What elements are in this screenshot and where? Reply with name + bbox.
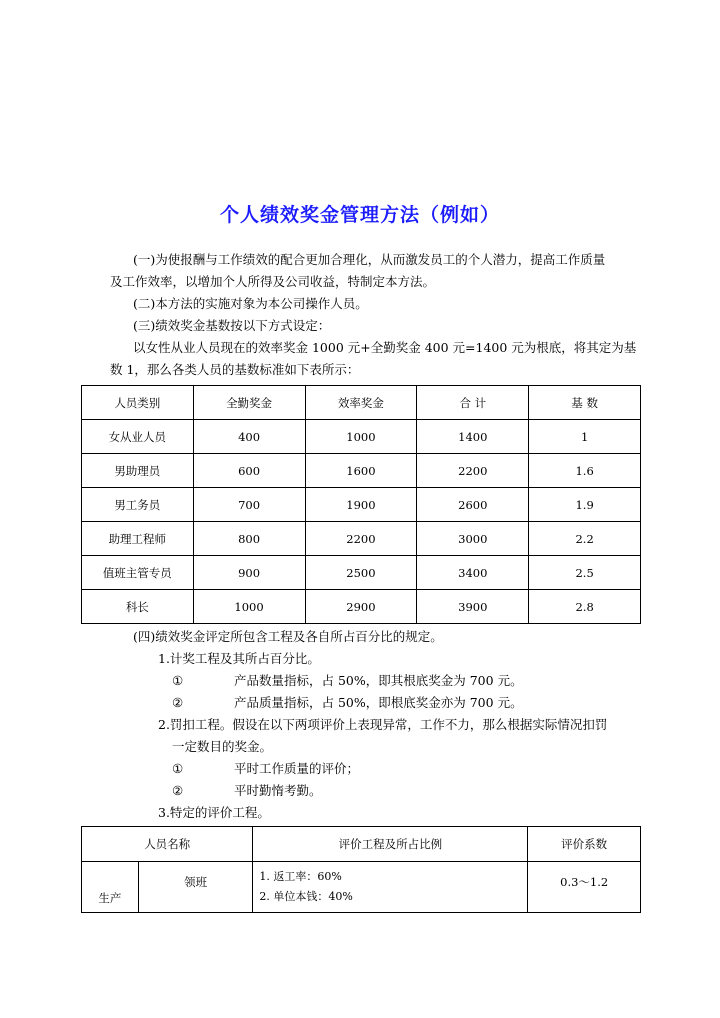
table-cell: 800 — [193, 522, 305, 556]
evaluation-table — [81, 826, 641, 913]
table-row — [82, 590, 641, 624]
table-row — [82, 420, 641, 454]
header-cell: 效率奖金 — [305, 386, 417, 420]
table-row — [82, 454, 641, 488]
header-cell: 基 数 — [529, 386, 641, 420]
coefficient-cell: 0.3～1.2 — [528, 862, 641, 913]
table-cell: 2900 — [305, 590, 417, 624]
role-cell: 领班 — [138, 862, 253, 913]
table-cell: 3400 — [417, 556, 529, 590]
table-cell: 1 — [529, 420, 641, 454]
circled-one-marker: ① — [172, 673, 184, 688]
item-1-a-text: 产品数量指标，占 50%，即其根底奖金为 700 元。 — [234, 673, 523, 688]
table-cell: 助理工程师 — [82, 522, 194, 556]
items-cell — [253, 862, 528, 913]
item-2-a-text: 平时工作质量的评价； — [234, 761, 360, 776]
table-cell: 女从业人员 — [82, 420, 194, 454]
table-cell: 1000 — [193, 590, 305, 624]
intro-paragraph-2: (二)本方法的实施对象为本公司操作人员。 — [133, 296, 368, 311]
header-cell: 人员类别 — [82, 386, 194, 420]
table-row — [82, 488, 641, 522]
table-cell: 2200 — [305, 522, 417, 556]
base-rate-table — [81, 385, 641, 624]
header-cell: 合 计 — [417, 386, 529, 420]
group-cell: 生产 — [82, 862, 139, 913]
intro-paragraph-1-line-2: 及工作效率，以增加个人所得及公司收益，特制定本方法。 — [110, 274, 436, 289]
intro-paragraph-1-line-1: (一)为使报酬与工作绩效的配合更加合理化，从而激发员工的个人潜力，提高工作质量 — [133, 252, 606, 267]
table-row — [82, 556, 641, 590]
intro-paragraph-4-line-1: 以女性从业人员现在的效率奖金 1000 元+全勤奖金 400 元=1400 元为根底，将其定为基 — [133, 340, 637, 355]
circled-one-marker: ① — [172, 761, 184, 776]
header-cell: 人员名称 — [82, 827, 253, 862]
table-cell: 1000 — [305, 420, 417, 454]
item-1-a — [172, 671, 523, 691]
item-2-heading-line-2: 一定数目的奖金。 — [172, 739, 273, 754]
table-cell: 2600 — [417, 488, 529, 522]
table-cell: 值班主管专员 — [82, 556, 194, 590]
item-2-b-text: 平时勤惰考勤。 — [234, 783, 322, 798]
item-1-heading: 1.计奖工程及其所占百分比。 — [158, 651, 320, 666]
table-cell: 1900 — [305, 488, 417, 522]
table-cell: 400 — [193, 420, 305, 454]
table-cell: 1600 — [305, 454, 417, 488]
table-cell: 2200 — [417, 454, 529, 488]
table-header-row — [82, 386, 641, 420]
item-2-heading-line-1: 2.罚扣工程。假设在以下两项评价上表现异常，工作不力，那么根据实际情况扣罚 — [158, 717, 608, 732]
intro-paragraph-3: (三)绩效奖金基数按以下方式设定： — [133, 318, 331, 333]
table-cell: 2.2 — [529, 522, 641, 556]
item-1-b — [172, 693, 523, 713]
table-cell: 600 — [193, 454, 305, 488]
item-2-b — [172, 781, 322, 801]
circled-two-marker: ② — [172, 695, 184, 710]
table-cell: 2.8 — [529, 590, 641, 624]
table-cell: 2.5 — [529, 556, 641, 590]
item-2-a — [172, 759, 359, 779]
table-cell: 900 — [193, 556, 305, 590]
header-cell: 评价系数 — [528, 827, 641, 862]
page-title: 个人绩效奖金管理方法（例如） — [219, 204, 500, 226]
circled-two-marker: ② — [172, 783, 184, 798]
list-item: 2. 单位本钱：40% — [259, 890, 353, 903]
table-cell: 男助理员 — [82, 454, 194, 488]
table-row — [82, 522, 641, 556]
list-item: 1. 返工率：60% — [259, 870, 342, 883]
table-cell: 1.6 — [529, 454, 641, 488]
section-4-heading: (四)绩效奖金评定所包含工程及各自所占百分比的规定。 — [133, 629, 443, 644]
table-cell: 2500 — [305, 556, 417, 590]
header-cell: 全勤奖金 — [193, 386, 305, 420]
table-cell: 1.9 — [529, 488, 641, 522]
table-cell: 科长 — [82, 590, 194, 624]
table-cell: 1400 — [417, 420, 529, 454]
table-cell: 700 — [193, 488, 305, 522]
table-row — [82, 862, 641, 913]
header-cell: 评价工程及所占比例 — [253, 827, 528, 862]
intro-paragraph-4-line-2: 数 1，那么各类人员的基数标准如下表所示： — [110, 362, 360, 377]
table-cell: 3000 — [417, 522, 529, 556]
item-3-heading: 3.特定的评价工程。 — [158, 805, 270, 820]
table-cell: 男工务员 — [82, 488, 194, 522]
table-header-row — [82, 827, 641, 862]
table-cell: 3900 — [417, 590, 529, 624]
item-1-b-text: 产品质量指标，占 50%，即根底奖金亦为 700 元。 — [234, 695, 523, 710]
